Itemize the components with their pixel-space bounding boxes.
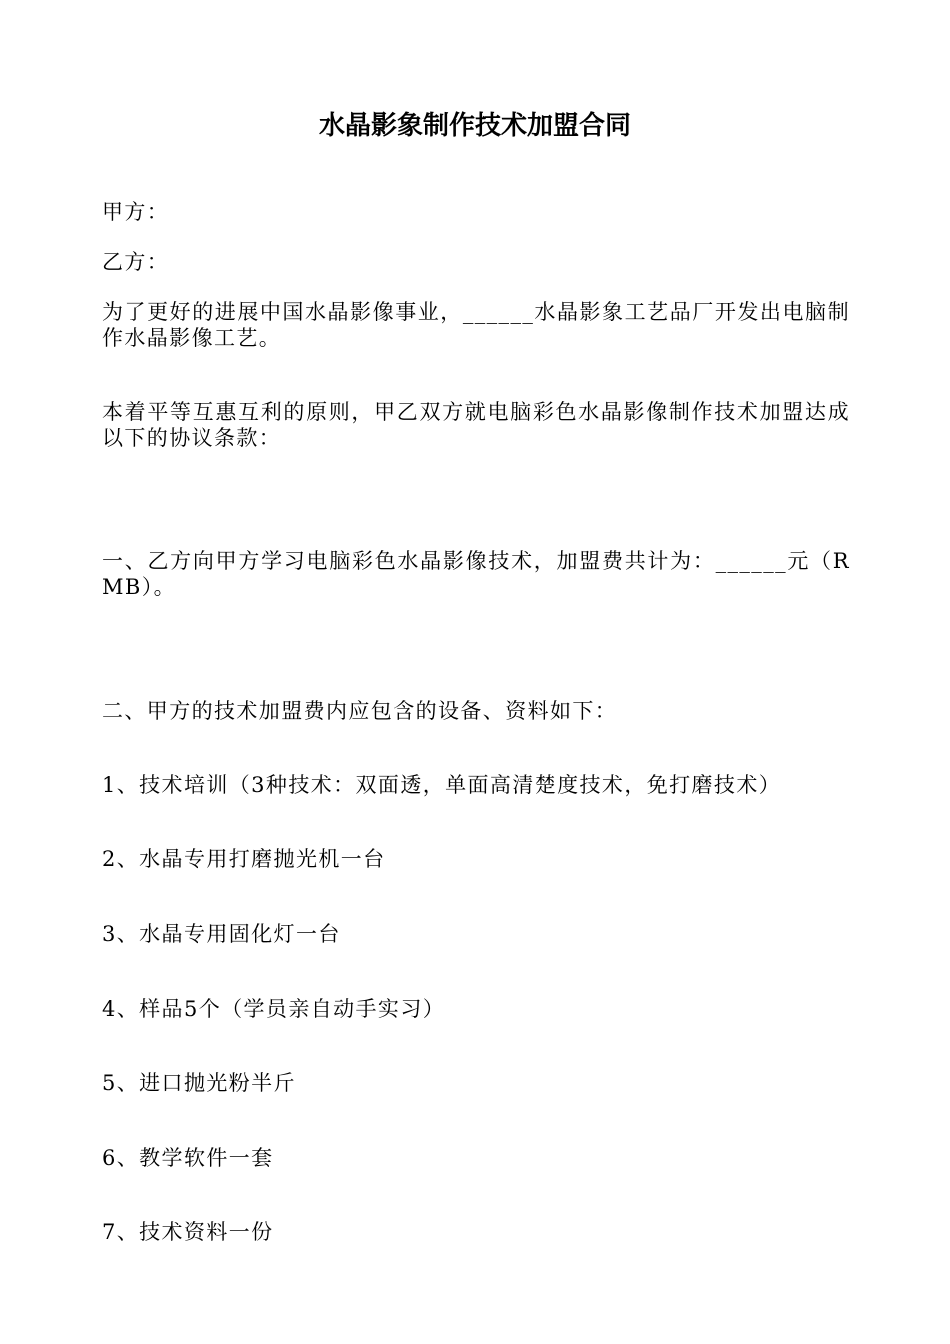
party-a-label: 甲方： xyxy=(102,200,170,224)
list-item-6: 6、教学软件一套 xyxy=(102,1146,274,1170)
list-item-4: 4、样品5个（学员亲自动手实习） xyxy=(102,997,446,1021)
clause-2-paragraph: 二、甲方的技术加盟费内应包含的设备、资料如下： xyxy=(102,699,618,723)
list-item-3: 3、水晶专用固化灯一台 xyxy=(102,922,341,946)
clause-1-paragraph: 一、乙方向甲方学习电脑彩色水晶影像技术，加盟费共计为：______元（RMB）。 xyxy=(102,549,850,599)
list-item-1: 1、技术培训（3种技术：双面透，单面高清楚度技术，免打磨技术） xyxy=(102,773,782,797)
list-item-5: 5、进口抛光粉半斤 xyxy=(102,1071,296,1095)
list-item-2: 2、水晶专用打磨抛光机一台 xyxy=(102,847,386,871)
document-title: 水晶影象制作技术加盟合同 xyxy=(318,111,631,141)
principle-paragraph: 本着平等互惠互利的原则，甲乙双方就电脑彩色水晶影像制作技术加盟达成以下的协议条款： xyxy=(102,400,850,450)
party-b-label: 乙方： xyxy=(102,250,170,274)
list-item-7: 7、技术资料一份 xyxy=(102,1220,274,1244)
intro-paragraph: 为了更好的进展中国水晶影像事业，______水晶影象工艺品厂开发出电脑制作水晶影像工艺。 xyxy=(102,300,850,350)
